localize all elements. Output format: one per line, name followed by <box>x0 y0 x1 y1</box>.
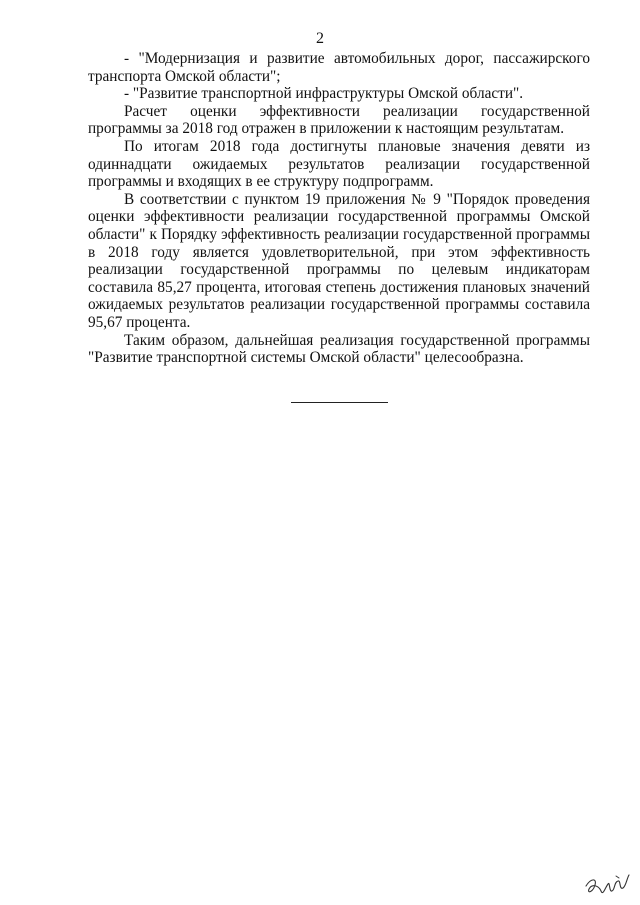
paragraph-results-2018: По итогам 2018 года достигнуты плановые значения девяти из одиннадцати ожидаемых результатов реализации государственной программы и входящих в ее структуру подпрограмм. <box>88 137 590 191</box>
handwritten-initials-icon <box>583 872 631 900</box>
document-body <box>88 50 590 367</box>
paragraph-calculation: Расчет оценки эффективности реализации государственной программы за 2018 год отражен в приложении к настоящим результатам. <box>88 102 590 138</box>
paragraph-efficiency-assessment: В соответствии с пунктом 19 приложения № 9 "Порядок проведения оценки эффективности реализации государственной программы Омской области" к Порядку эффективность реализации государственной программы в 2018 году является удовлетворительной, при этом эффективность реализации государственной программы по целевым индикаторам составила 85,27 процента, итоговая степень достижения плановых значений ожидаемых результатов реализации государственной программы составила 95,67 процента. <box>88 190 590 331</box>
end-separator-line <box>291 402 388 403</box>
paragraph-conclusion: Таким образом, дальнейшая реализация государственной программы "Развитие транспортной системы Омской области" целесообразна. <box>88 331 590 367</box>
paragraph-subprogram-infrastructure: - "Развитие транспортной инфраструктуры Омской области". <box>124 85 524 103</box>
paragraph-subprogram-roads: - "Модернизация и развитие автомобильных дорог, пассажирского транспорта Омской области"; <box>88 50 590 85</box>
page-number: 2 <box>316 30 324 47</box>
